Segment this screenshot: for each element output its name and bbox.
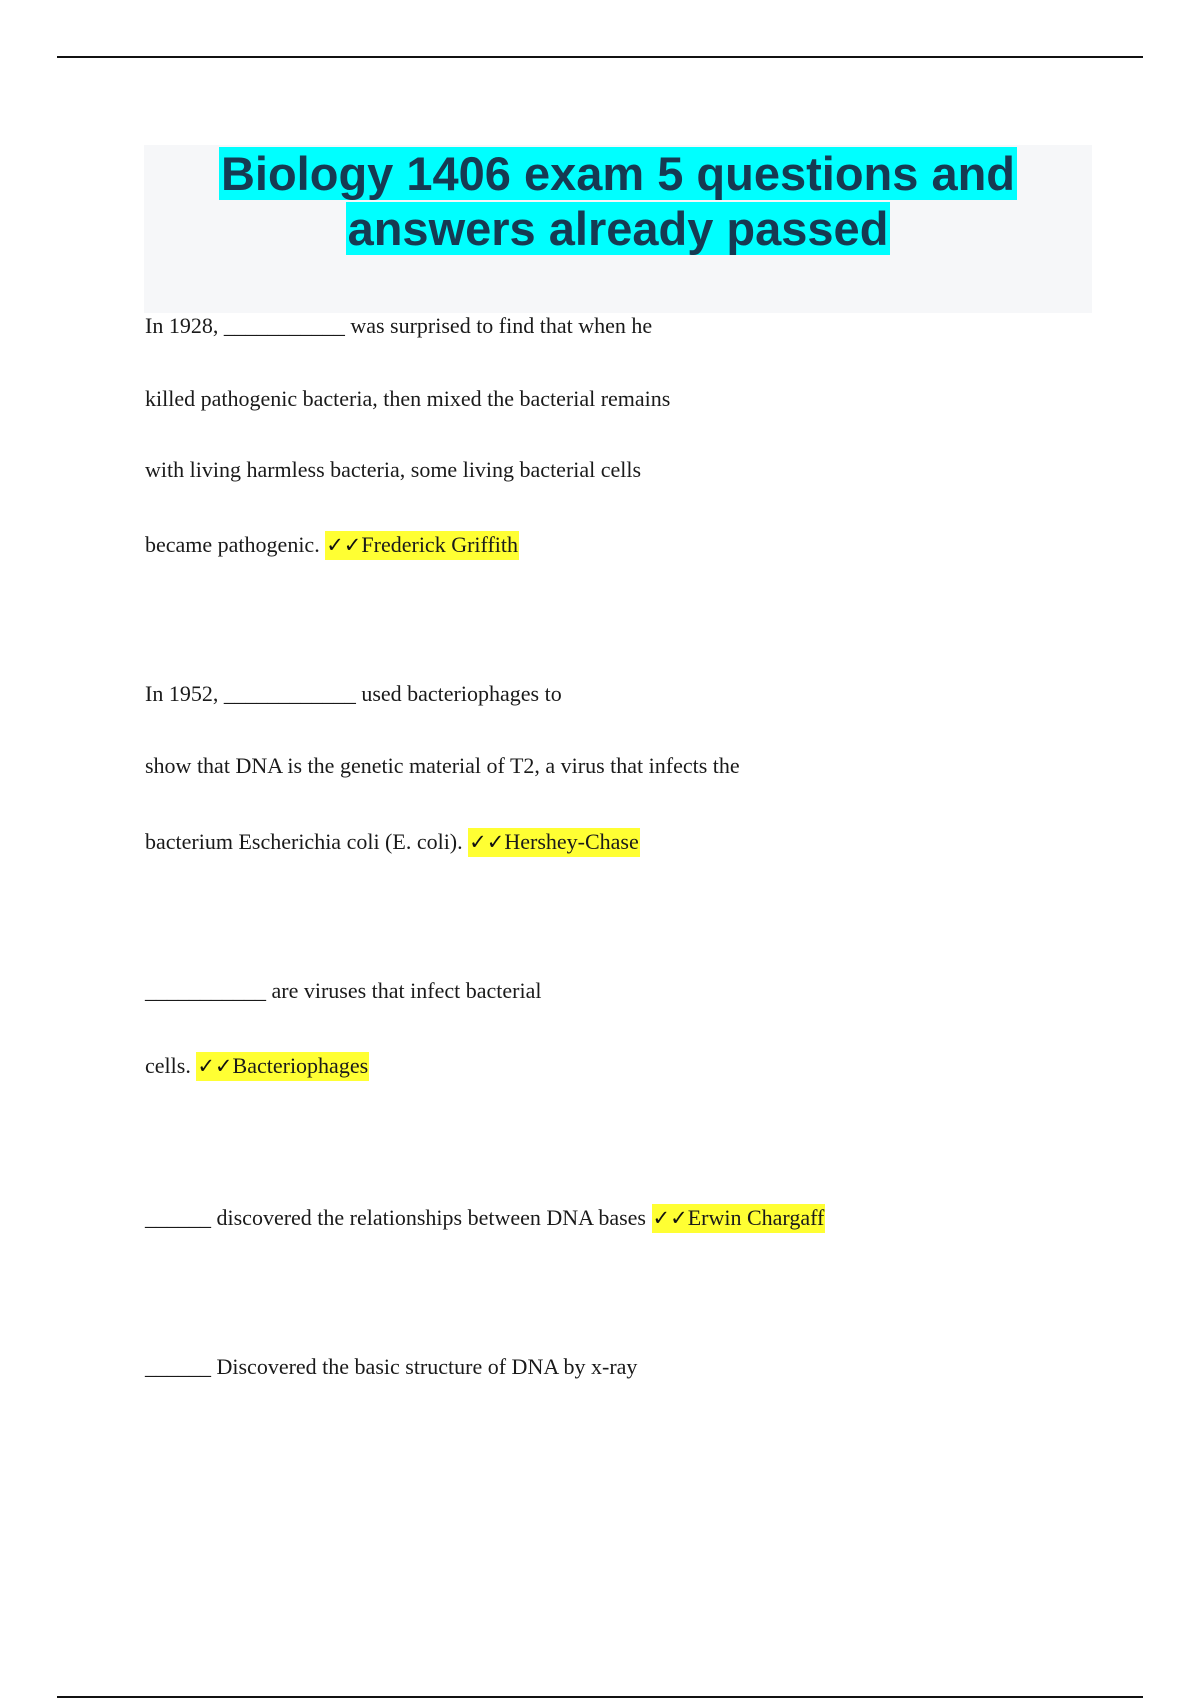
check-mark-icon: ✓✓: [197, 1054, 233, 1078]
answer-1: [325, 531, 519, 560]
question-2-line-1: In 1952, ____________ used bacteriophages to: [145, 681, 562, 706]
answer-2: [468, 828, 640, 857]
question-3-line-1: ___________ are viruses that infect bacterial: [145, 978, 542, 1003]
question-2-text: bacterium Escherichia coli (E. coli).: [145, 829, 469, 854]
header-rule: [57, 56, 1143, 58]
answer-3: [196, 1052, 369, 1081]
question-2-line-3: [145, 828, 640, 856]
question-1-line-4: [145, 531, 519, 559]
answer-2-text: Hershey-Chase: [504, 829, 639, 854]
question-3-text: cells.: [145, 1053, 197, 1078]
answer-4-text: Erwin Chargaff: [687, 1205, 825, 1230]
answer-1-text: Frederick Griffith: [361, 532, 519, 557]
check-mark-icon: ✓✓: [326, 533, 362, 557]
question-3-line-2: [145, 1052, 369, 1080]
question-1-text: became pathogenic.: [145, 532, 326, 557]
document-title: [144, 146, 1092, 256]
question-5-line-1: ______ Discovered the basic structure of DNA by x-ray: [145, 1354, 638, 1379]
question-2-line-2: show that DNA is the genetic material of T2, a virus that infects the: [145, 753, 740, 778]
answer-4: [652, 1204, 826, 1233]
question-4-line-1: [145, 1204, 825, 1232]
footer-rule: [57, 1696, 1143, 1698]
question-1-line-2: killed pathogenic bacteria, then mixed the bacterial remains: [145, 386, 671, 411]
title-line-1: Biology 1406 exam 5 questions and: [220, 147, 1016, 200]
check-mark-icon: ✓✓: [469, 830, 505, 854]
question-1-line-3: with living harmless bacteria, some living bacterial cells: [145, 457, 642, 482]
question-4-text: ______ discovered the relationships between DNA bases: [145, 1205, 652, 1230]
title-line-2: answers already passed: [347, 202, 889, 255]
answer-3-text: Bacteriophages: [232, 1053, 369, 1078]
check-mark-icon: ✓✓: [652, 1206, 688, 1230]
question-1-line-1: In 1928, ___________ was surprised to find that when he: [145, 313, 653, 338]
